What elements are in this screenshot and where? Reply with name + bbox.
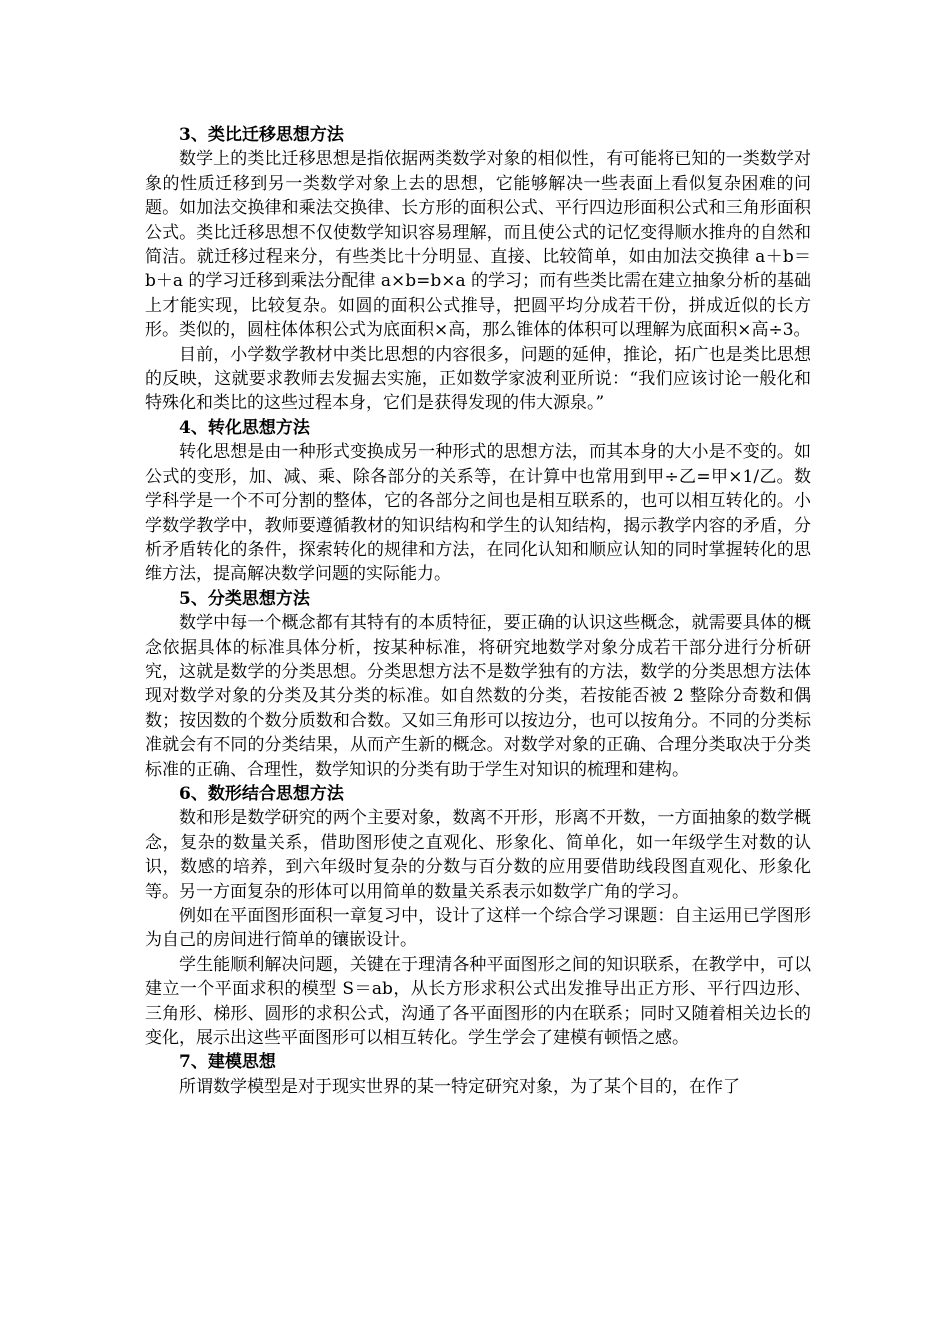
section-number-shape xyxy=(145,782,811,1050)
paragraph: 目前，小学数学教材中类比思想的内容很多，问题的延伸，推论，拓广也是类比思想的反映，这就要求教师去发掘去实施，正如数学家波利亚所说：“我们应该讨论一般化和特殊化和类比的这些过程本身，它们是获得发现的伟大源泉。” xyxy=(145,344,811,414)
section-heading: 3、类比迁移思想方法 xyxy=(179,125,344,145)
section-modeling xyxy=(145,1050,811,1099)
section-heading: 7、建模思想 xyxy=(179,1052,276,1073)
section-analogy xyxy=(145,123,811,416)
section-transformation xyxy=(145,416,811,587)
section-heading: 4、转化思想方法 xyxy=(179,417,310,438)
section-heading: 5、分类思想方法 xyxy=(179,588,310,609)
paragraph: 数学上的类比迁移思想是指依据两类数学对象的相似性，有可能将已知的一类数学对象的性质迁移到另一类数学对象上去的思想，它能够解决一些表面上看似复杂困难的问题。如加法交换律和乘法交换律、长方形的面积公式、平行四边形面积公式和三角形面积公式。类比迁移思想不仅使数学知识容易理解，而且使公式的记忆变得顺水推舟的自然和简洁。就迁移过程来分，有些类比十分明显、直接、比较简单，如由加法交换律 a＋b＝b＋a 的学习迁移到乘法分配律 a×b=b×a 的学习；而有些类比需在建立抽象分析的基础上才能实现，比较复杂。如圆的面积公式推导，把圆平均分成若干份，拼成近似的长方形。类似的，圆柱体体积公式为底面积×高，那么锥体的体积可以理解为底面积×高÷3。 xyxy=(145,149,811,341)
paragraph: 转化思想是由一种形式变换成另一种形式的思想方法，而其本身的大小是不变的。如公式的变形，加、减、乘、除各部分的关系等，在计算中也常用到甲÷乙=甲×1/乙。数学科学是一个不可分割的整体，它的各部分之间也是相互联系的，也可以相互转化的。小学数学教学中，教师要遵循教材的知识结构和学生的认知结构，揭示教学内容的矛盾，分析矛盾转化的条件，探索转化的规律和方法，在同化认知和顺应认知的同时掌握转化的思维方法，提高解决数学问题的实际能力。 xyxy=(145,442,811,585)
section-heading: 6、数形结合思想方法 xyxy=(179,783,344,804)
document-page xyxy=(145,123,811,1099)
paragraph: 例如在平面图形面积一章复习中，设计了这样一个综合学习课题：自主运用已学图形为自己的房间进行简单的镶嵌设计。 xyxy=(145,906,811,951)
paragraph: 数和形是数学研究的两个主要对象，数离不开形，形离不开数，一方面抽象的数学概念，复杂的数量关系，借助图形使之直观化、形象化、简单化，如一年级学生对数的认识，数感的培养，到六年级时复杂的分数与百分数的应用要借助线段图直观化、形象化等。另一方面复杂的形体可以用简单的数量关系表示如数学广角的学习。 xyxy=(145,808,811,902)
paragraph: 数学中每一个概念都有其特有的本质特征，要正确的认识这些概念，就需要具体的概念依据具体的标准具体分析，按某种标准，将研究地数学对象分成若干部分进行分析研究，这就是数学的分类思想。分类思想方法不是数学独有的方法，数学的分类思想方法体现对数学对象的分类及其分类的标准。如自然数的分类，若按能否被 2 整除分奇数和偶数；按因数的个数分质数和合数。又如三角形可以按边分，也可以按角分。不同的分类标准就会有不同的分类结果，从而产生新的概念。对数学对象的正确、合理分类取决于分类标准的正确、合理性，数学知识的分类有助于学生对知识的梳理和建构。 xyxy=(145,613,811,780)
paragraph: 学生能顺利解决问题，关键在于理清各种平面图形之间的知识联系，在教学中，可以建立一个平面求积的模型 S＝ab，从长方形求积公式出发推导出正方形、平行四边形、三角形、梯形、圆形的求积公式，沟通了各平面图形的内在联系；同时又随着相关边长的变化，展示出这些平面图形可以相互转化。学生学会了建模有顿悟之感。 xyxy=(145,954,811,1049)
section-classification xyxy=(145,587,811,782)
paragraph: 所谓数学模型是对于现实世界的某一特定研究对象，为了某个目的，在作了 xyxy=(179,1076,740,1097)
